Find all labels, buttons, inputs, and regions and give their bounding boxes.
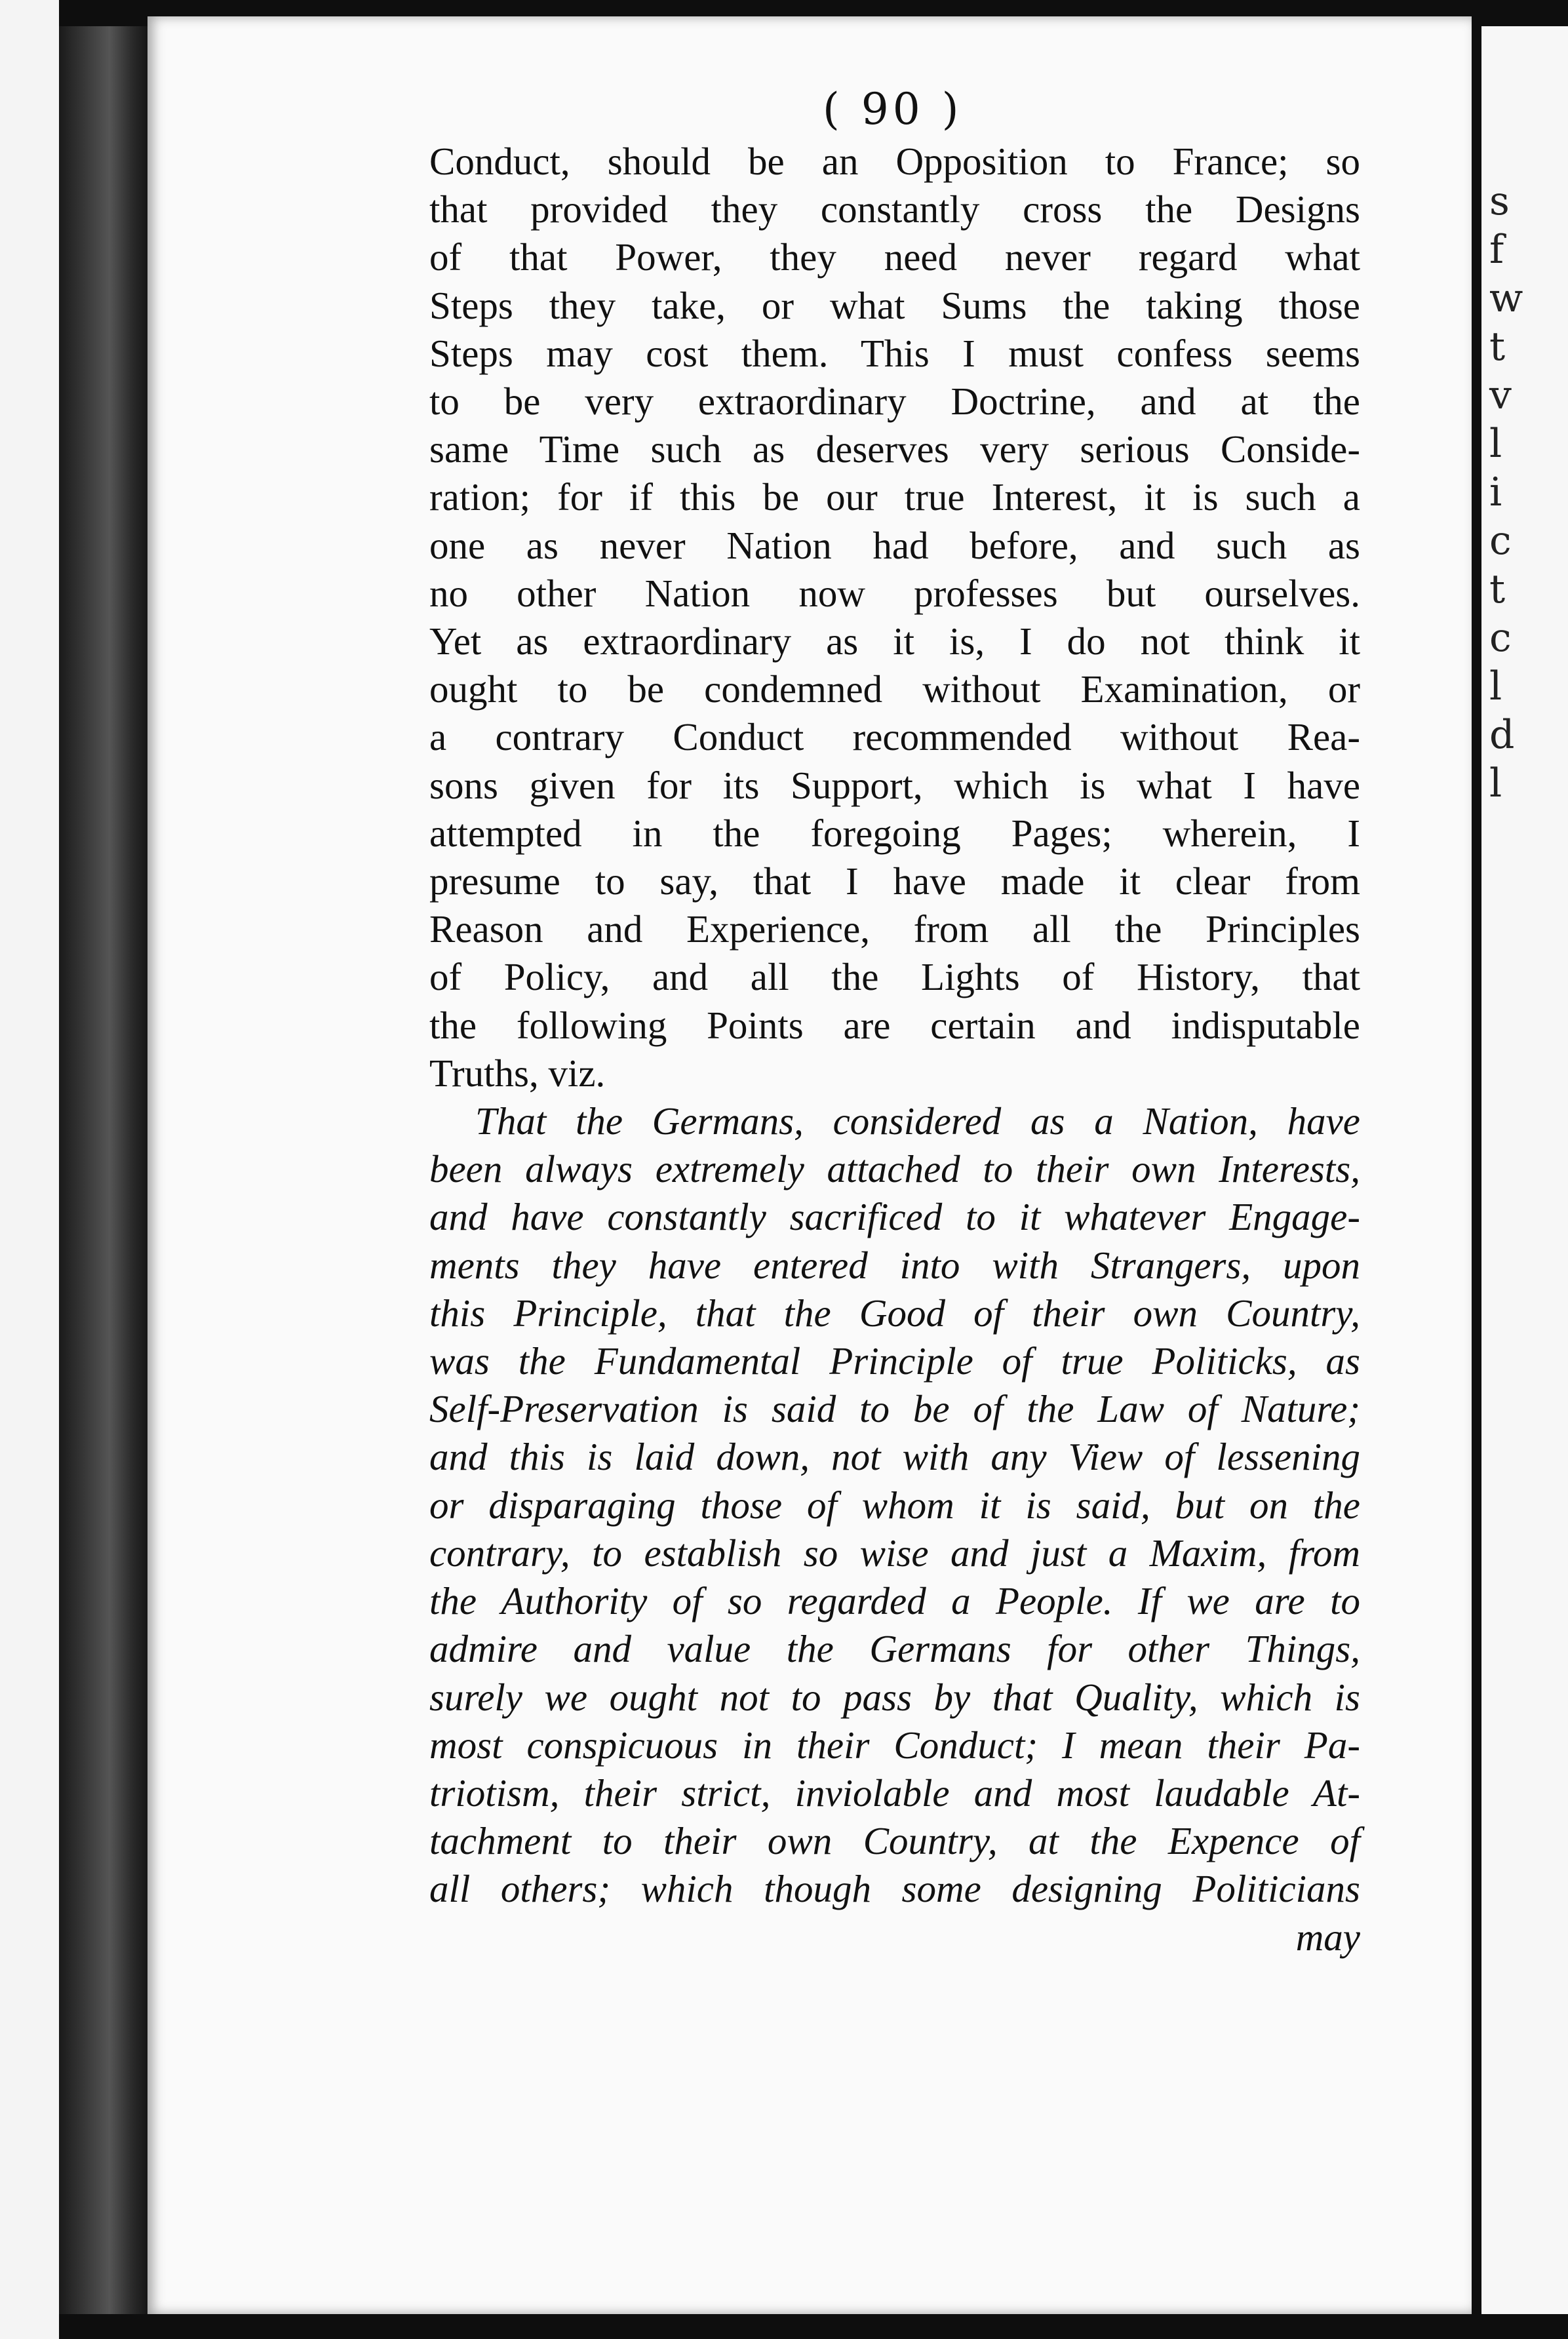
text-line: sons given for its Support, which is what I have <box>429 763 1360 807</box>
left-margin <box>0 0 59 2339</box>
italic-text-line: That the Germans, considered as a Nation, have <box>475 1099 1360 1143</box>
text-line: of that Power, they need never regard what <box>429 235 1360 279</box>
text-line: one as never Nation had before, and such as <box>429 523 1360 567</box>
italic-text-line: the Authority of so regarded a People. If we are to <box>429 1579 1360 1623</box>
italic-text-line: surely we ought not to pass by that Quality, which is <box>429 1675 1360 1719</box>
italic-text-line: contrary, to establish so wise and just a Maxim, from <box>429 1531 1360 1575</box>
body-text <box>429 138 1360 1961</box>
catchword: may <box>1295 1915 1360 1959</box>
italic-text-line: triotism, their strict, inviolable and most laudable At- <box>429 1771 1360 1815</box>
text-line: Truths, viz. <box>429 1051 606 1095</box>
text-line: ought to be condemned without Examination, or <box>429 667 1360 711</box>
italic-text-line: and this is laid down, not with any View of lessening <box>429 1435 1360 1479</box>
italic-text-line: this Principle, that the Good of their own Country, <box>429 1291 1360 1335</box>
italic-text-line: all others; which though some designing Politicians <box>429 1867 1360 1911</box>
text-line: attempted in the foregoing Pages; wherein, I <box>429 811 1360 855</box>
text-line: presume to say, that I have made it clear from <box>429 859 1360 903</box>
text-line: that provided they constantly cross the Designs <box>429 187 1360 231</box>
italic-text-line: admire and value the Germans for other Things, <box>429 1627 1360 1671</box>
italic-text-line: was the Fundamental Principle of true Politicks, as <box>429 1339 1360 1383</box>
text-line: Reason and Experience, from all the Principles <box>429 907 1360 951</box>
text-line: Yet as extraordinary as it is, I do not think it <box>429 619 1360 663</box>
text-line: Steps they take, or what Sums the taking those <box>429 283 1360 327</box>
italic-text-line: been always extremely attached to their own Interests, <box>429 1147 1360 1191</box>
show-through-text <box>367 141 389 224</box>
italic-text-line: tachment to their own Country, at the Expence of <box>429 1819 1360 1863</box>
text-line: no other Nation now professes but ourselves. <box>429 571 1360 615</box>
italic-text-line: ments they have entered into with Strangers, upon <box>429 1243 1360 1287</box>
text-line: Conduct, should be an Opposition to France; so <box>429 140 1360 183</box>
book-binding <box>59 26 151 2314</box>
text-line: of Policy, and all the Lights of History, that <box>429 955 1360 999</box>
text-line: to be very extraordinary Doctrine, and at the <box>429 380 1360 423</box>
text-line: ration; for if this be our true Interest, it is such a <box>429 475 1360 519</box>
text-line: a contrary Conduct recommended without Rea- <box>429 715 1360 759</box>
next-page-edge: s f w t v l i c t c l d l <box>1481 26 1568 2314</box>
italic-text-line: most conspicuous in their Conduct; I mean their Pa- <box>429 1723 1360 1767</box>
text-line: the following Points are certain and indisputable <box>429 1003 1360 1047</box>
italic-text-line: and have constantly sacrificed to it whatever Engage- <box>429 1195 1360 1239</box>
text-line: Steps may cost them. This I must confess seems <box>429 331 1360 375</box>
text-line: same Time such as deserves very serious Conside- <box>429 427 1360 471</box>
italic-text-line: Self-Preservation is said to be of the Law of Nature; <box>429 1387 1360 1431</box>
page-number: ( 90 ) <box>823 84 963 134</box>
italic-text-line: or disparaging those of whom it is said, but on the <box>429 1483 1360 1527</box>
